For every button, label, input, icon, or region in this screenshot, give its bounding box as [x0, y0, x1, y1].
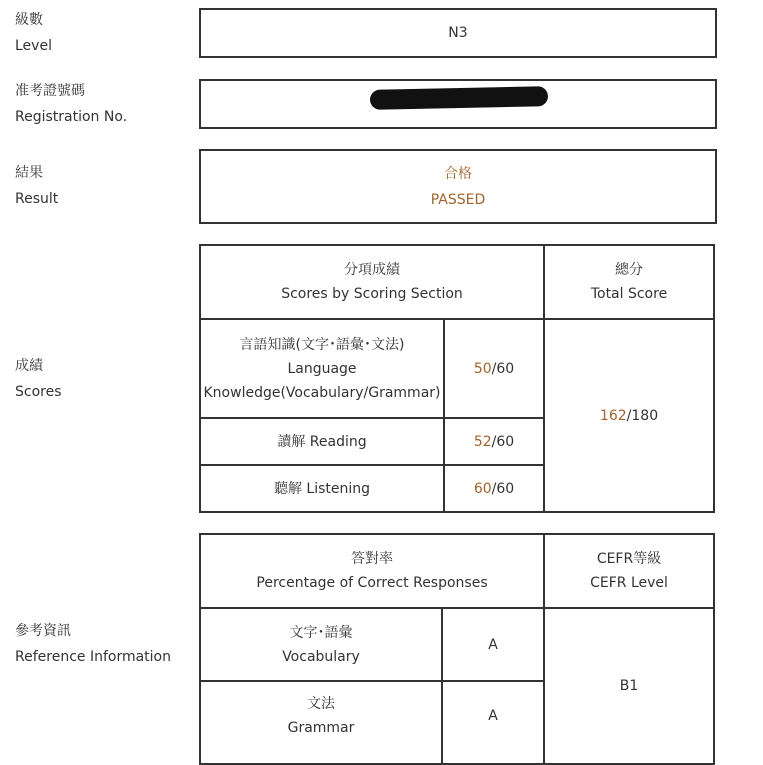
cefr-level-cell: B1	[544, 608, 714, 764]
reference-label: 參考資訊 Reference Information	[15, 623, 171, 665]
registration-label: 准考證號碼 Registration No.	[15, 83, 128, 125]
vocabulary-grade: A	[442, 608, 544, 681]
listening-cell: 聽解 Listening	[200, 465, 444, 512]
grammar-grade: A	[442, 681, 544, 764]
scores-table	[199, 244, 715, 513]
scores-label: 成績 Scores	[15, 358, 62, 400]
reading-cell: 讀解 Reading	[200, 418, 444, 465]
result-value-en: PASSED	[430, 191, 486, 208]
grammar-cell: 文法 Grammar	[200, 681, 442, 764]
vocabulary-cell: 文字･語彙 Vocabulary	[200, 608, 442, 681]
cefr-header: CEFR等級 CEFR Level	[544, 534, 714, 608]
language-knowledge-cell: 言語知識(文字･語彙･文法) Language Knowledge(Vocabulary/Grammar)	[200, 319, 444, 418]
correct-responses-header: 答對率 Percentage of Correct Responses	[200, 534, 544, 608]
listening-score: 60/60	[444, 465, 544, 512]
result-value-box	[199, 149, 717, 224]
redaction-mark-2	[372, 92, 432, 108]
reference-table	[199, 533, 715, 765]
level-label: 級數 Level	[15, 12, 52, 54]
result-label: 結果 Result	[15, 165, 59, 207]
scores-section-header: 分項成績 Scores by Scoring Section	[200, 245, 544, 319]
reading-score: 52/60	[444, 418, 544, 465]
language-knowledge-score: 50/60	[444, 319, 544, 418]
result-value-zh: 合格	[444, 165, 472, 182]
total-score-cell: 162/180	[544, 319, 714, 512]
level-value: N3	[448, 25, 468, 41]
total-score-header: 總分 Total Score	[544, 245, 714, 319]
level-value-box	[199, 8, 717, 58]
